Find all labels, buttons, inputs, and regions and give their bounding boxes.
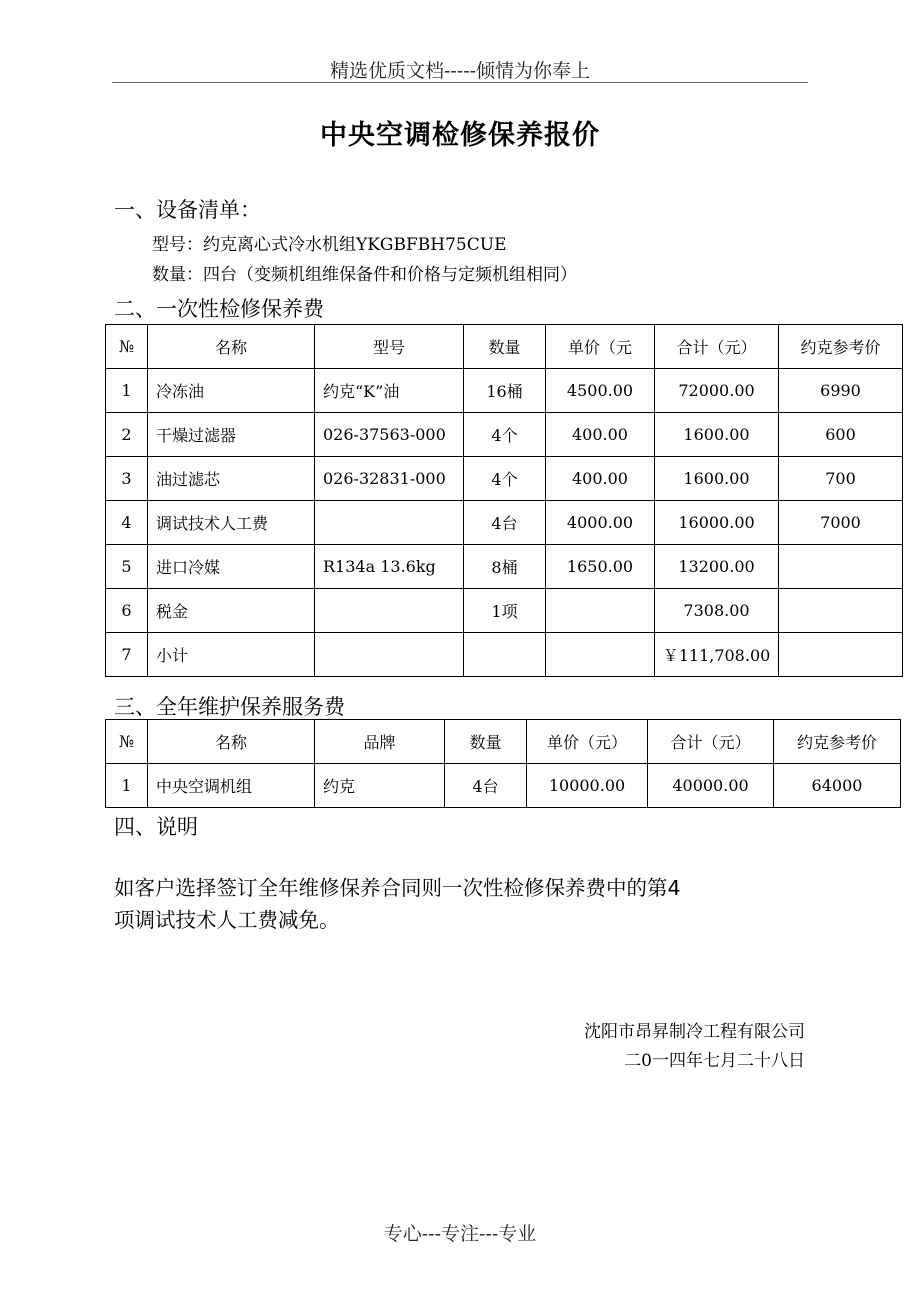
annual-service-table bbox=[105, 719, 901, 808]
header-cell: 合计（元） bbox=[655, 325, 779, 369]
note-line: 如客户选择签订全年维修保养合同则一次性检修保养费中的第4 bbox=[114, 876, 681, 900]
table-cell: 1项 bbox=[464, 589, 546, 633]
header-cell: 约克参考价 bbox=[774, 720, 901, 764]
table-cell bbox=[779, 545, 903, 589]
table-row bbox=[106, 457, 903, 501]
table-header-row bbox=[106, 720, 901, 764]
table-cell: 64000 bbox=[774, 764, 901, 808]
header-cell: 名称 bbox=[148, 720, 315, 764]
equipment-quantity-line: 数量：四台（变频机组维保备件和价格与定频机组相同） bbox=[152, 265, 577, 285]
table-cell: 约克 bbox=[315, 764, 445, 808]
header-cell: 品牌 bbox=[315, 720, 445, 764]
header-cell: 数量 bbox=[445, 720, 527, 764]
section-equipment-heading: 一、设备清单： bbox=[114, 198, 261, 222]
table-cell: 16000.00 bbox=[655, 501, 779, 545]
table-cell: 026-32831-000 bbox=[315, 457, 464, 501]
table-cell: R134a 13.6kg bbox=[315, 545, 464, 589]
table-cell bbox=[315, 633, 464, 677]
table-row bbox=[106, 369, 903, 413]
section-annual-service-heading: 三、全年维护保养服务费 bbox=[114, 695, 345, 719]
table-cell: 中央空调机组 bbox=[148, 764, 315, 808]
table-cell: 2 bbox=[106, 413, 148, 457]
page-header: 精选优质文档-----倾情为你奉上 bbox=[329, 60, 591, 82]
table-cell: 7308.00 bbox=[655, 589, 779, 633]
table-cell: 026-37563-000 bbox=[315, 413, 464, 457]
header-cell: 约克参考价 bbox=[779, 325, 903, 369]
table-cell bbox=[779, 589, 903, 633]
equipment-model-line: 型号：约克离心式冷水机组YKGBFBH75CUE bbox=[152, 235, 507, 255]
table-cell: 1650.00 bbox=[546, 545, 655, 589]
one-time-fee-table bbox=[105, 324, 903, 677]
table-cell: 5 bbox=[106, 545, 148, 589]
table-cell: 600 bbox=[779, 413, 903, 457]
table-cell: ￥111,708.00 bbox=[655, 633, 779, 677]
note-line: 项调试技术人工费减免。 bbox=[114, 908, 340, 932]
table-header-row bbox=[106, 325, 903, 369]
table-cell: 4个 bbox=[464, 457, 546, 501]
header-cell: 型号 bbox=[315, 325, 464, 369]
table-cell: 干燥过滤器 bbox=[148, 413, 315, 457]
table-cell: 6990 bbox=[779, 369, 903, 413]
table-cell: 13200.00 bbox=[655, 545, 779, 589]
table-cell: 调试技术人工费 bbox=[148, 501, 315, 545]
table-cell: 4台 bbox=[464, 501, 546, 545]
table-cell: 40000.00 bbox=[648, 764, 774, 808]
table-cell: 小计 bbox=[148, 633, 315, 677]
table-cell: 400.00 bbox=[546, 413, 655, 457]
table-row bbox=[106, 545, 903, 589]
table-cell: 7 bbox=[106, 633, 148, 677]
company-name: 沈阳市昂昇制冷工程有限公司 bbox=[584, 1022, 805, 1042]
table-cell: 400.00 bbox=[546, 457, 655, 501]
header-cell: № bbox=[106, 720, 148, 764]
table-row bbox=[106, 413, 903, 457]
table-cell: 1600.00 bbox=[655, 413, 779, 457]
section-one-time-fee-heading: 二、一次性检修保养费 bbox=[114, 297, 324, 321]
document-title: 中央空调检修保养报价 bbox=[320, 120, 600, 151]
table-row bbox=[106, 633, 903, 677]
header-cell: 单价（元 bbox=[546, 325, 655, 369]
table-cell: 6 bbox=[106, 589, 148, 633]
table-cell: 8桶 bbox=[464, 545, 546, 589]
table-cell: 进口冷媒 bbox=[148, 545, 315, 589]
header-cell: 合计（元） bbox=[648, 720, 774, 764]
table-cell: 1 bbox=[106, 369, 148, 413]
table-cell: 72000.00 bbox=[655, 369, 779, 413]
table-cell: 1600.00 bbox=[655, 457, 779, 501]
table-cell: 冷冻油 bbox=[148, 369, 315, 413]
table-cell: 4台 bbox=[445, 764, 527, 808]
document-date: 二0一四年七月二十八日 bbox=[624, 1051, 805, 1071]
header-cell: 数量 bbox=[464, 325, 546, 369]
table-cell: 4 bbox=[106, 501, 148, 545]
table-cell bbox=[546, 589, 655, 633]
header-cell: 名称 bbox=[148, 325, 315, 369]
header-divider bbox=[112, 82, 808, 83]
table-cell: 7000 bbox=[779, 501, 903, 545]
table-cell: 约克“K”油 bbox=[315, 369, 464, 413]
table-cell bbox=[546, 633, 655, 677]
table-cell bbox=[315, 501, 464, 545]
section-notes-heading: 四、说明 bbox=[114, 815, 198, 839]
table-cell: 16桶 bbox=[464, 369, 546, 413]
table-cell: 3 bbox=[106, 457, 148, 501]
table-cell bbox=[779, 633, 903, 677]
table-cell: 700 bbox=[779, 457, 903, 501]
table-cell: 4500.00 bbox=[546, 369, 655, 413]
table-row bbox=[106, 589, 903, 633]
page-footer: 专心---专注---专业 bbox=[383, 1223, 537, 1245]
table-cell bbox=[464, 633, 546, 677]
table-cell: 10000.00 bbox=[527, 764, 648, 808]
table-cell: 油过滤芯 bbox=[148, 457, 315, 501]
table-cell: 1 bbox=[106, 764, 148, 808]
table-cell: 4000.00 bbox=[546, 501, 655, 545]
header-cell: 单价（元） bbox=[527, 720, 648, 764]
table-cell bbox=[315, 589, 464, 633]
table-cell: 4个 bbox=[464, 413, 546, 457]
header-cell: № bbox=[106, 325, 148, 369]
table-row bbox=[106, 764, 901, 808]
table-cell: 税金 bbox=[148, 589, 315, 633]
notes-paragraph bbox=[114, 872, 814, 936]
table-row bbox=[106, 501, 903, 545]
